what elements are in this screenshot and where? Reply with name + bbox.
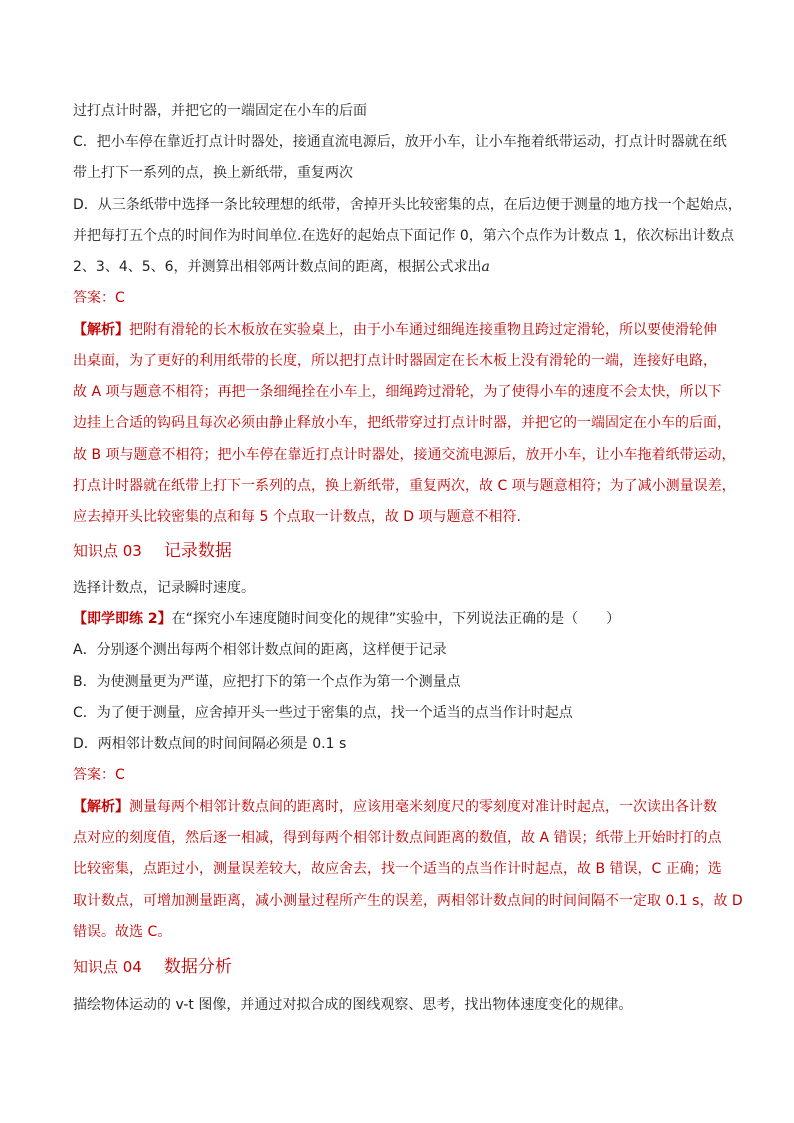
analysis-2-line-5: 错误。故选 C。 (73, 924, 172, 940)
section-heading-03 (73, 541, 232, 561)
analysis-2-line-2: 点对应的刻度值，然后逐一相减，得到每两个相邻计数点间距离的数值，故 A 错误；纸带上开始时打的点 (73, 830, 722, 846)
practice-2-option-a: A．分别逐个测出每两个相邻计数点间的距离，这样便于记录 (73, 642, 447, 658)
option-c-line-1: C．把小车停在靠近打点计时器处，接通直流电源后，放开小车，让小车拖着纸带运动，打点计时器就在纸 (73, 134, 727, 150)
option-d-line-2: 并把每打五个点的时间作为时间单位.在选好的起始点下面记作 0，第六个点作为计数点 1，依次标出计数点 (73, 228, 735, 244)
analysis-2-line-4: 取计数点，可增加测量距离，减小测量过程所产生的误差，两相邻计数点间的时间间隔不一定取 0.1 s，故 D (73, 893, 743, 909)
analysis-1-tag: 【解析】 (73, 322, 129, 338)
option-d-line-3 (73, 257, 490, 277)
analysis-2-text: 测量每两个相邻计数点间的距离时，应该用毫米刻度尺的零刻度对准计时起点，一次读出各计数 (129, 799, 717, 815)
option-d-line-1: D．从三条纸带中选择一条比较理想的纸带，舍掉开头比较密集的点，在后边便于测量的地方找一个起始点， (73, 197, 742, 213)
analysis-1-text: 把附有滑轮的长木板放在实验桌上，由于小车通过细绳连接重物且跨过定滑轮，所以要使滑轮伸 (129, 322, 717, 338)
option-d-line-3-text: 2、3、4、5、6，并测算出相邻两计数点间的距离，根据公式求出 (73, 259, 482, 275)
analysis-1-line-5: 故 B 项与题意不相符；把小车停在靠近打点计时器处，接通交流电源后，放开小车，让小车拖着纸带运动， (73, 447, 736, 463)
analysis-1-line-4: 边挂上合适的钩码且每次必须由静止释放小车，把纸带穿过打点计时器，并把它的一端固定在小车的后面， (73, 415, 731, 431)
analysis-2-tag: 【解析】 (73, 799, 129, 815)
section-heading-04 (73, 957, 232, 977)
practice-2-option-b: B．为使测量更为严谨，应把打下的第一个点作为第一个测量点 (73, 674, 461, 690)
analysis-1-line-2: 出桌面，为了更好的利用纸带的长度，所以把打点计时器固定在长木板上没有滑轮的一端，连接好电路， (73, 353, 717, 369)
section-04-number: 知识点 04 (73, 958, 142, 976)
section-03-intro: 选择计数点，记录瞬时速度。 (73, 580, 255, 596)
analysis-2-line-3: 比较密集，点距过小，测量误差较大，故应舍去，找一个适当的点当作计时起点，故 B 错误，C 正确；选 (73, 861, 722, 877)
answer-1: 答案：C (73, 290, 125, 306)
answer-2: 答案：C (73, 767, 125, 783)
practice-2-tag: 【即学即练 2】 (73, 611, 172, 627)
section-03-title: 记录数据 (163, 541, 232, 561)
analysis-1-line-7: 应去掉开头比较密集的点和每 5 个点取一计数点，故 D 项与题意不相符. (73, 509, 521, 525)
formula-a: a (481, 259, 490, 275)
option-b-continued: 过打点计时器，并把它的一端固定在小车的后面 (73, 103, 367, 119)
analysis-1-line-6: 打点计时器就在纸带上打下一系列的点，换上新纸带，重复两次，故 C 项与题意相符；为了减小测量误差， (73, 478, 736, 494)
analysis-2-line-1 (73, 797, 717, 817)
option-c-line-2: 带上打下一系列的点，换上新纸带，重复两次 (73, 165, 353, 181)
analysis-1-line-1 (73, 320, 717, 340)
section-04-intro: 描绘物体运动的 v-t 图像，并通过对拟合成的图线观察、思考，找出物体速度变化的规律。 (73, 997, 633, 1013)
section-04-title: 数据分析 (163, 957, 232, 977)
practice-2-stem (73, 609, 620, 629)
section-03-number: 知识点 03 (73, 542, 142, 560)
practice-2-option-d: D．两相邻计数点间的时间间隔必须是 0.1 s (73, 736, 347, 752)
practice-2-question: 在“探究小车速度随时间变化的规律”实验中，下列说法正确的是（ ） (171, 611, 621, 627)
practice-2-option-c: C．为了便于测量，应舍掉开头一些过于密集的点，找一个适当的点当作计时起点 (73, 705, 573, 721)
analysis-1-line-3: 故 A 项与题意不相符；再把一条细绳拴在小车上，细绳跨过滑轮，为了使得小车的速度不会太快，所以下 (73, 384, 722, 400)
